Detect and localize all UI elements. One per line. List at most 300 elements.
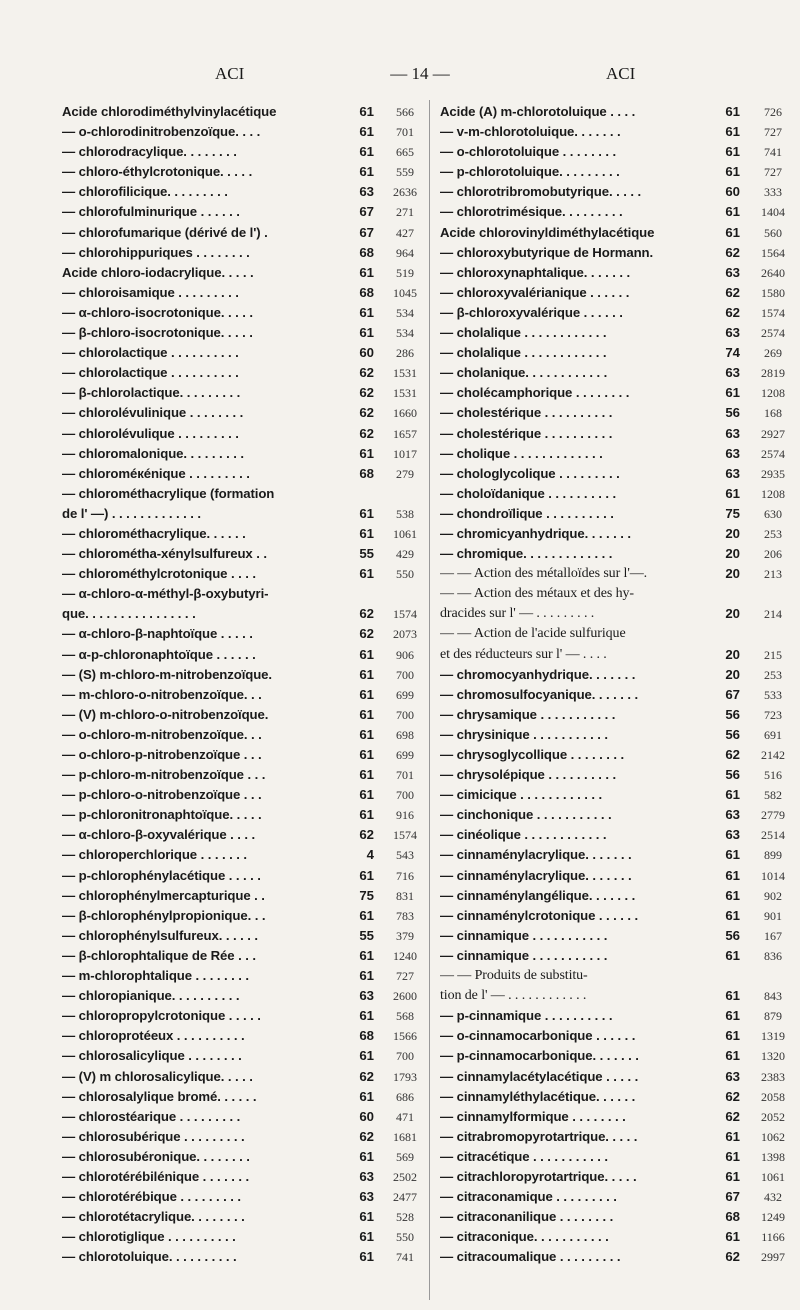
entry-name: — chlorométhylcrotonique . . . .	[62, 566, 256, 582]
entry-page: 727	[764, 165, 782, 180]
entry-volume: 61	[725, 1168, 740, 1184]
entry-page: 902	[764, 888, 782, 903]
entry-page: 2819	[761, 366, 785, 381]
entry-page: 1404	[761, 205, 785, 220]
entry-page: 1208	[761, 386, 785, 401]
index-entry	[62, 1227, 434, 1247]
entry-page: 550	[396, 1230, 414, 1245]
entry-volume: 63	[725, 465, 740, 481]
entry-page: 700	[396, 1049, 414, 1064]
entry-volume: 20	[725, 646, 740, 662]
index-entry	[62, 705, 434, 725]
entry-page: 901	[764, 908, 782, 923]
entry-page: 566	[396, 105, 414, 119]
entry-page: 716	[396, 868, 414, 883]
entry-name: — cinnaménylangélique. . . . . . .	[440, 887, 636, 903]
entry-page: 700	[396, 788, 414, 803]
entry-volume: 61	[359, 907, 374, 923]
entry-name: — chondroïlique . . . . . . . . . .	[440, 505, 614, 521]
entry-volume: 61	[359, 807, 374, 823]
entry-page: 1319	[761, 1029, 785, 1044]
index-entry	[440, 765, 800, 785]
entry-page: 1208	[761, 486, 785, 501]
entry-name: — α-chloro-α-méthyl-β-oxybutyri-	[62, 586, 269, 602]
entry-volume: 61	[725, 1128, 740, 1144]
entry-name: — cholalique . . . . . . . . . . . .	[440, 345, 607, 361]
index-entry	[440, 624, 800, 644]
entry-name: — cinnamique . . . . . . . . . . .	[440, 927, 608, 943]
entry-page: 906	[396, 647, 414, 662]
index-entry	[440, 645, 800, 665]
entry-name: — chloropropylcrotonique . . . . .	[62, 1008, 261, 1024]
entry-name: — cholestérique . . . . . . . . . .	[440, 405, 613, 421]
entry-volume: 61	[359, 747, 374, 762]
entry-page: 1320	[761, 1049, 785, 1064]
index-entry	[440, 866, 800, 886]
entry-name: — chlorosalicylique . . . . . . . .	[62, 1048, 242, 1064]
entry-page: 726	[764, 105, 782, 119]
entry-name: — chloropianique. . . . . . . . . .	[62, 988, 240, 1004]
index-entry	[62, 182, 434, 202]
entry-page: 253	[764, 526, 782, 541]
entry-volume: 4	[366, 847, 374, 863]
entry-volume: 67	[359, 204, 374, 220]
index-entry	[62, 805, 434, 825]
index-entry	[440, 805, 800, 825]
index-entry	[62, 363, 434, 383]
entry-page: 538	[396, 506, 414, 521]
index-entry	[62, 926, 434, 946]
entry-volume: 61	[359, 1048, 374, 1064]
entry-page: 630	[764, 506, 782, 521]
index-entry	[62, 564, 434, 584]
index-entry	[440, 122, 800, 142]
entry-name: — m-chloro-o-nitrobenzoïque. . .	[62, 686, 262, 702]
entry-name: — cholique . . . . . . . . . . . . .	[440, 445, 603, 461]
entry-page: 2927	[761, 426, 785, 441]
entry-name: — chromocyanhydrique. . . . . . .	[440, 666, 636, 682]
entry-volume: 61	[359, 666, 374, 682]
entry-volume: 61	[725, 907, 740, 923]
index-entry	[440, 785, 800, 805]
entry-volume: 61	[359, 867, 374, 883]
entry-name: — β-chlorophtalique de Rée . . .	[62, 947, 256, 963]
entry-page: 533	[764, 687, 782, 702]
entry-name: — citraconique. . . . . . . . . . .	[440, 1229, 609, 1245]
index-entry	[62, 1167, 434, 1187]
entry-volume: 61	[725, 144, 740, 160]
index-entry	[62, 785, 434, 805]
entry-name: Acide chlorodiméthylvinylacétique	[62, 104, 277, 119]
entry-page: 831	[396, 888, 414, 903]
entry-name: — citracétique . . . . . . . . . . .	[440, 1148, 608, 1164]
index-entry	[62, 383, 434, 403]
index-entry	[440, 604, 800, 624]
entry-volume: 56	[725, 706, 740, 722]
entry-volume: 62	[725, 1088, 740, 1104]
entry-name: — o-chlorotoluique . . . . . . . .	[440, 144, 617, 160]
entry-name: — cinnaménylcrotonique . . . . . .	[440, 907, 639, 923]
index-entry	[440, 725, 800, 745]
entry-page: 569	[396, 1149, 414, 1164]
index-entry	[62, 1107, 434, 1127]
entry-name: — cholestérique . . . . . . . . . .	[440, 425, 613, 441]
entry-page: 429	[396, 547, 414, 562]
index-entry	[440, 1087, 800, 1107]
entry-name: — chromosulfocyanique. . . . . . .	[440, 686, 639, 702]
entry-volume: 63	[359, 988, 374, 1004]
entry-name: — — Action des métalloïdes sur l'—.	[440, 566, 648, 582]
entry-name: — cimicique . . . . . . . . . . . .	[440, 787, 603, 803]
entry-volume: 68	[359, 244, 374, 260]
index-entry	[62, 403, 434, 423]
entry-page: 1398	[761, 1149, 785, 1164]
index-entry	[440, 444, 800, 464]
entry-volume: 61	[359, 505, 374, 521]
index-entry	[440, 1067, 800, 1087]
entry-name: — citrachloropyrotartrique. . . . .	[440, 1168, 637, 1184]
entry-name: — cholanique. . . . . . . . . . . .	[440, 365, 608, 381]
entry-name: — cinéolique . . . . . . . . . . . .	[440, 827, 607, 843]
entry-volume: 61	[725, 224, 740, 240]
entry-name: — chlorofilicique. . . . . . . . .	[62, 184, 228, 200]
entry-page: 2779	[761, 808, 785, 823]
entry-name: — chlorotrimésique. . . . . . . . .	[440, 204, 623, 220]
index-entry	[440, 243, 800, 263]
index-entry	[440, 363, 800, 383]
entry-name: — chloroxybutyrique de Hormann.	[440, 244, 654, 260]
entry-volume: 61	[359, 525, 374, 541]
entry-page: 1061	[761, 1169, 785, 1184]
entry-volume: 61	[725, 947, 740, 963]
entry-volume: 61	[359, 646, 374, 662]
entry-volume: 20	[725, 566, 740, 582]
entry-name: — o-chloro-m-nitrobenzoïque. . .	[62, 726, 262, 742]
entry-volume: 61	[725, 164, 740, 180]
entry-page: 698	[396, 727, 414, 742]
entry-volume: 60	[725, 184, 740, 200]
entry-name: — p-chlorophénylacétique . . . . .	[62, 867, 261, 883]
index-entry	[62, 645, 434, 665]
index-entry	[440, 1107, 800, 1127]
entry-volume: 63	[725, 445, 740, 461]
entry-volume: 63	[725, 1068, 740, 1084]
index-entry	[440, 946, 800, 966]
entry-page: 1660	[393, 406, 417, 421]
index-entry	[62, 464, 434, 484]
entry-name: — o-chlorodinitrobenzoïque. . . .	[62, 124, 261, 140]
entry-name: — cholalique . . . . . . . . . . . .	[440, 325, 607, 341]
entry-page: 2600	[393, 989, 417, 1004]
index-entry	[62, 1026, 434, 1046]
index-entry	[62, 1247, 434, 1267]
index-entry	[440, 142, 800, 162]
entry-volume: 61	[359, 767, 374, 783]
entry-volume: 55	[359, 927, 374, 943]
entry-page: 700	[396, 707, 414, 722]
entry-name: — cinnamylformique . . . . . . . .	[440, 1108, 626, 1124]
entry-name: — p-chloronitronaphtoïque. . . . .	[62, 807, 262, 823]
entry-name: — choloïdanique . . . . . . . . . .	[440, 485, 617, 501]
entry-page: 1017	[393, 446, 417, 461]
entry-name: — m-chlorophtalique . . . . . . . .	[62, 968, 249, 984]
entry-name: — chrysoglycollique . . . . . . . .	[440, 747, 625, 762]
entry-volume: 56	[725, 927, 740, 943]
entry-volume: 63	[725, 325, 740, 341]
entry-name: — chlorophénylmercapturique . .	[62, 887, 265, 903]
entry-volume: 61	[359, 686, 374, 702]
entry-name: — citraconanilique . . . . . . . .	[440, 1209, 614, 1225]
index-entry	[62, 765, 434, 785]
entry-page: 2636	[393, 185, 417, 200]
entry-page: 1681	[393, 1129, 417, 1144]
entry-name: — α-p-chloronaphtoïque . . . . . .	[62, 646, 256, 662]
index-entry	[62, 685, 434, 705]
index-entry	[62, 484, 434, 504]
index-entry	[440, 202, 800, 222]
entry-name: — chlorofulminurique . . . . . .	[62, 204, 240, 220]
entry-page: 723	[764, 707, 782, 722]
entry-page: 700	[396, 667, 414, 682]
entry-page: 2073	[393, 627, 417, 642]
index-entry	[62, 624, 434, 644]
entry-name: — o-cinnamocarbonique . . . . . .	[440, 1028, 636, 1044]
index-entry	[62, 1207, 434, 1227]
entry-page: 1166	[761, 1230, 785, 1245]
entry-name: — cinnaménylacrylique. . . . . . .	[440, 867, 632, 883]
entry-page: 686	[396, 1089, 414, 1104]
entry-name: — chlorotétacrylique. . . . . . . .	[62, 1209, 245, 1225]
entry-name: — chloroprotéeux . . . . . . . . . .	[62, 1028, 245, 1044]
entry-name: — chlorolactique . . . . . . . . . .	[62, 365, 239, 381]
entry-name: — chlorostéarique . . . . . . . . .	[62, 1108, 241, 1124]
entry-volume: 61	[725, 847, 740, 863]
header-right: ACI	[606, 64, 636, 83]
entry-name: — chlorométha-xénylsulfureux . .	[62, 546, 267, 562]
entry-name: — o-chloro-p-nitrobenzoïque . . .	[62, 747, 262, 762]
entry-volume: 68	[725, 1209, 740, 1225]
index-entry	[62, 524, 434, 544]
entry-volume: 61	[725, 385, 740, 401]
entry-page: 699	[396, 748, 414, 762]
index-entry	[440, 584, 800, 604]
index-entry	[62, 906, 434, 926]
entry-page: 534	[396, 326, 414, 341]
entry-volume: 68	[359, 284, 374, 300]
entry-volume: 61	[359, 124, 374, 140]
entry-name: — cholécamphorique . . . . . . . .	[440, 385, 630, 401]
entry-page: 1574	[393, 607, 417, 622]
entry-page: 215	[764, 647, 782, 662]
entry-page: 427	[396, 225, 414, 240]
entry-name: — β-chlorolactique. . . . . . . . .	[62, 385, 241, 401]
entry-volume: 62	[359, 365, 374, 381]
entry-page: 1061	[393, 526, 417, 541]
entry-name: — — Produits de substitu-	[440, 968, 588, 984]
entry-volume: 20	[725, 666, 740, 682]
entry-volume: 61	[359, 1209, 374, 1225]
entry-name: — chlorométhacrylique (formation	[62, 485, 275, 501]
entry-page: 783	[396, 908, 414, 923]
entry-name: de l' —) . . . . . . . . . . . . .	[62, 505, 201, 521]
entry-volume: 61	[359, 1229, 374, 1245]
entry-volume: 61	[725, 1028, 740, 1044]
entry-volume: 61	[725, 485, 740, 501]
index-entry	[62, 102, 434, 122]
entry-volume: 62	[359, 425, 374, 441]
entry-page: 271	[396, 205, 414, 220]
index-entry	[440, 544, 800, 564]
entry-volume: 20	[725, 606, 740, 622]
entry-volume: 61	[359, 325, 374, 341]
entry-name: — citracoumalique . . . . . . . . .	[440, 1249, 621, 1265]
entry-name: — p-chloro-o-nitrobenzoïque . . .	[62, 787, 262, 803]
entry-volume: 62	[359, 405, 374, 421]
entry-name: — α-chloro-isocrotonique. . . . .	[62, 304, 253, 320]
entry-page: 701	[396, 125, 414, 140]
entry-page: 1574	[761, 305, 785, 320]
index-entry	[440, 1227, 800, 1247]
index-entry	[440, 524, 800, 544]
entry-page: 253	[764, 667, 782, 682]
entry-page: 379	[396, 928, 414, 943]
entry-volume: 61	[359, 1008, 374, 1024]
entry-volume: 63	[725, 365, 740, 381]
entry-volume: 62	[725, 244, 740, 260]
index-entry	[440, 484, 800, 504]
entry-volume: 62	[359, 606, 374, 622]
entry-volume: 61	[359, 1148, 374, 1164]
index-entry	[440, 685, 800, 705]
entry-page: 279	[396, 466, 414, 481]
index-entry	[440, 1207, 800, 1227]
entry-page: 206	[764, 547, 782, 562]
entry-name: — chlorofumarique (dérivé de l') .	[62, 224, 268, 240]
entry-name: — — Action de l'acide sulfurique	[440, 626, 626, 642]
entry-page: 2574	[761, 446, 785, 461]
index-entry	[62, 142, 434, 162]
entry-volume: 61	[725, 787, 740, 803]
entry-page: 2502	[393, 1169, 417, 1184]
index-entry	[440, 162, 800, 182]
index-entry	[440, 966, 800, 986]
entry-page: 727	[764, 125, 782, 140]
index-entry	[62, 966, 434, 986]
index-entry	[440, 102, 800, 122]
entry-name: Acide chloro-iodacrylique. . . . .	[62, 264, 254, 280]
entry-page: 2514	[761, 828, 785, 843]
entry-name: — p-cinnamique . . . . . . . . . .	[440, 1008, 613, 1024]
entry-volume: 61	[359, 445, 374, 461]
entry-name: — chlorohippuriques . . . . . . . .	[62, 244, 250, 260]
index-entry	[62, 223, 434, 243]
entry-page: 836	[764, 948, 782, 963]
entry-page: 899	[764, 848, 782, 863]
entry-page: 701	[396, 768, 414, 783]
index-entry	[440, 886, 800, 906]
entry-page: 560	[764, 225, 782, 240]
index-entry	[62, 886, 434, 906]
entry-name: — cinnamyléthylacétique. . . . . .	[440, 1088, 636, 1104]
entry-volume: 61	[725, 104, 740, 119]
entry-name: — chlorotribromobutyrique. . . . .	[440, 184, 642, 200]
entry-name: que. . . . . . . . . . . . . . . .	[62, 606, 196, 622]
entry-page: 2574	[761, 326, 785, 341]
index-entry	[62, 1006, 434, 1026]
entry-name: — chlorolactique . . . . . . . . . .	[62, 345, 239, 361]
entry-page: 519	[396, 265, 414, 280]
entry-page: 879	[764, 1009, 782, 1024]
entry-page: 2640	[761, 265, 785, 280]
entry-page: 167	[764, 928, 782, 943]
entry-volume: 62	[725, 304, 740, 320]
entry-volume: 61	[725, 1148, 740, 1164]
entry-volume: 75	[725, 505, 740, 521]
entry-name: — α-chloro-β-naphtoïque . . . . .	[62, 626, 253, 642]
entry-volume: 60	[359, 1108, 374, 1124]
entry-volume: 20	[725, 525, 740, 541]
index-entry	[440, 906, 800, 926]
entry-name: — β-chlorophénylpropionique. . .	[62, 907, 266, 923]
index-entry	[440, 504, 800, 524]
index-entry	[62, 825, 434, 845]
entry-volume: 61	[359, 787, 374, 803]
entry-page: 1564	[761, 245, 785, 260]
entry-page: 269	[764, 346, 782, 361]
entry-page: 1014	[761, 868, 785, 883]
entry-name: — chlorosalylique bromé. . . . . .	[62, 1088, 257, 1104]
index-entry	[62, 1127, 434, 1147]
index-entry	[440, 323, 800, 343]
entry-volume: 61	[725, 988, 740, 1004]
index-entry	[62, 162, 434, 182]
index-entry	[440, 825, 800, 845]
entry-name: — citrabromopyrotartrique. . . . .	[440, 1128, 638, 1144]
entry-name: — α-chloro-β-oxyvalérique . . . .	[62, 827, 256, 843]
entry-name: — chlorolévulinique . . . . . . . .	[62, 405, 244, 421]
entry-page: 1574	[393, 828, 417, 843]
entry-volume: 61	[725, 204, 740, 220]
entry-name: — (V) m chlorosalicylique. . . . .	[62, 1068, 253, 1084]
entry-volume: 67	[359, 224, 374, 240]
entry-volume: 61	[359, 144, 374, 160]
index-entry	[440, 705, 800, 725]
entry-volume: 63	[359, 1168, 374, 1184]
entry-name: — (V) m-chloro-o-nitrobenzoïque.	[62, 706, 269, 722]
index-entry	[62, 323, 434, 343]
right-column	[440, 102, 800, 1267]
entry-volume: 61	[725, 1229, 740, 1245]
page-number: — 14 —	[390, 64, 450, 83]
entry-name: Acide chlorovinyldiméthylacétique	[440, 224, 655, 240]
entry-page: 471	[396, 1109, 414, 1124]
entry-page: 2935	[761, 466, 785, 481]
index-entry	[440, 1167, 800, 1187]
entry-name: Acide (A) m-chlorotoluique . . . .	[440, 104, 636, 119]
index-entry	[62, 343, 434, 363]
entry-page: 559	[396, 165, 414, 180]
entry-name: — β-chloro-isocrotonique. . . . .	[62, 325, 253, 341]
entry-volume: 61	[359, 104, 374, 119]
entry-name: — chloroméкénique . . . . . . . . .	[62, 465, 250, 481]
entry-name: — (S) m-chloro-m-nitrobenzoïque.	[62, 666, 272, 682]
entry-volume: 62	[725, 747, 740, 762]
entry-name: — chromicyanhydrique. . . . . . .	[440, 525, 631, 541]
index-entry	[62, 745, 434, 765]
entry-volume: 61	[359, 706, 374, 722]
entry-name: — chlorosubérique . . . . . . . . .	[62, 1128, 245, 1144]
entry-page: 1793	[393, 1069, 417, 1084]
